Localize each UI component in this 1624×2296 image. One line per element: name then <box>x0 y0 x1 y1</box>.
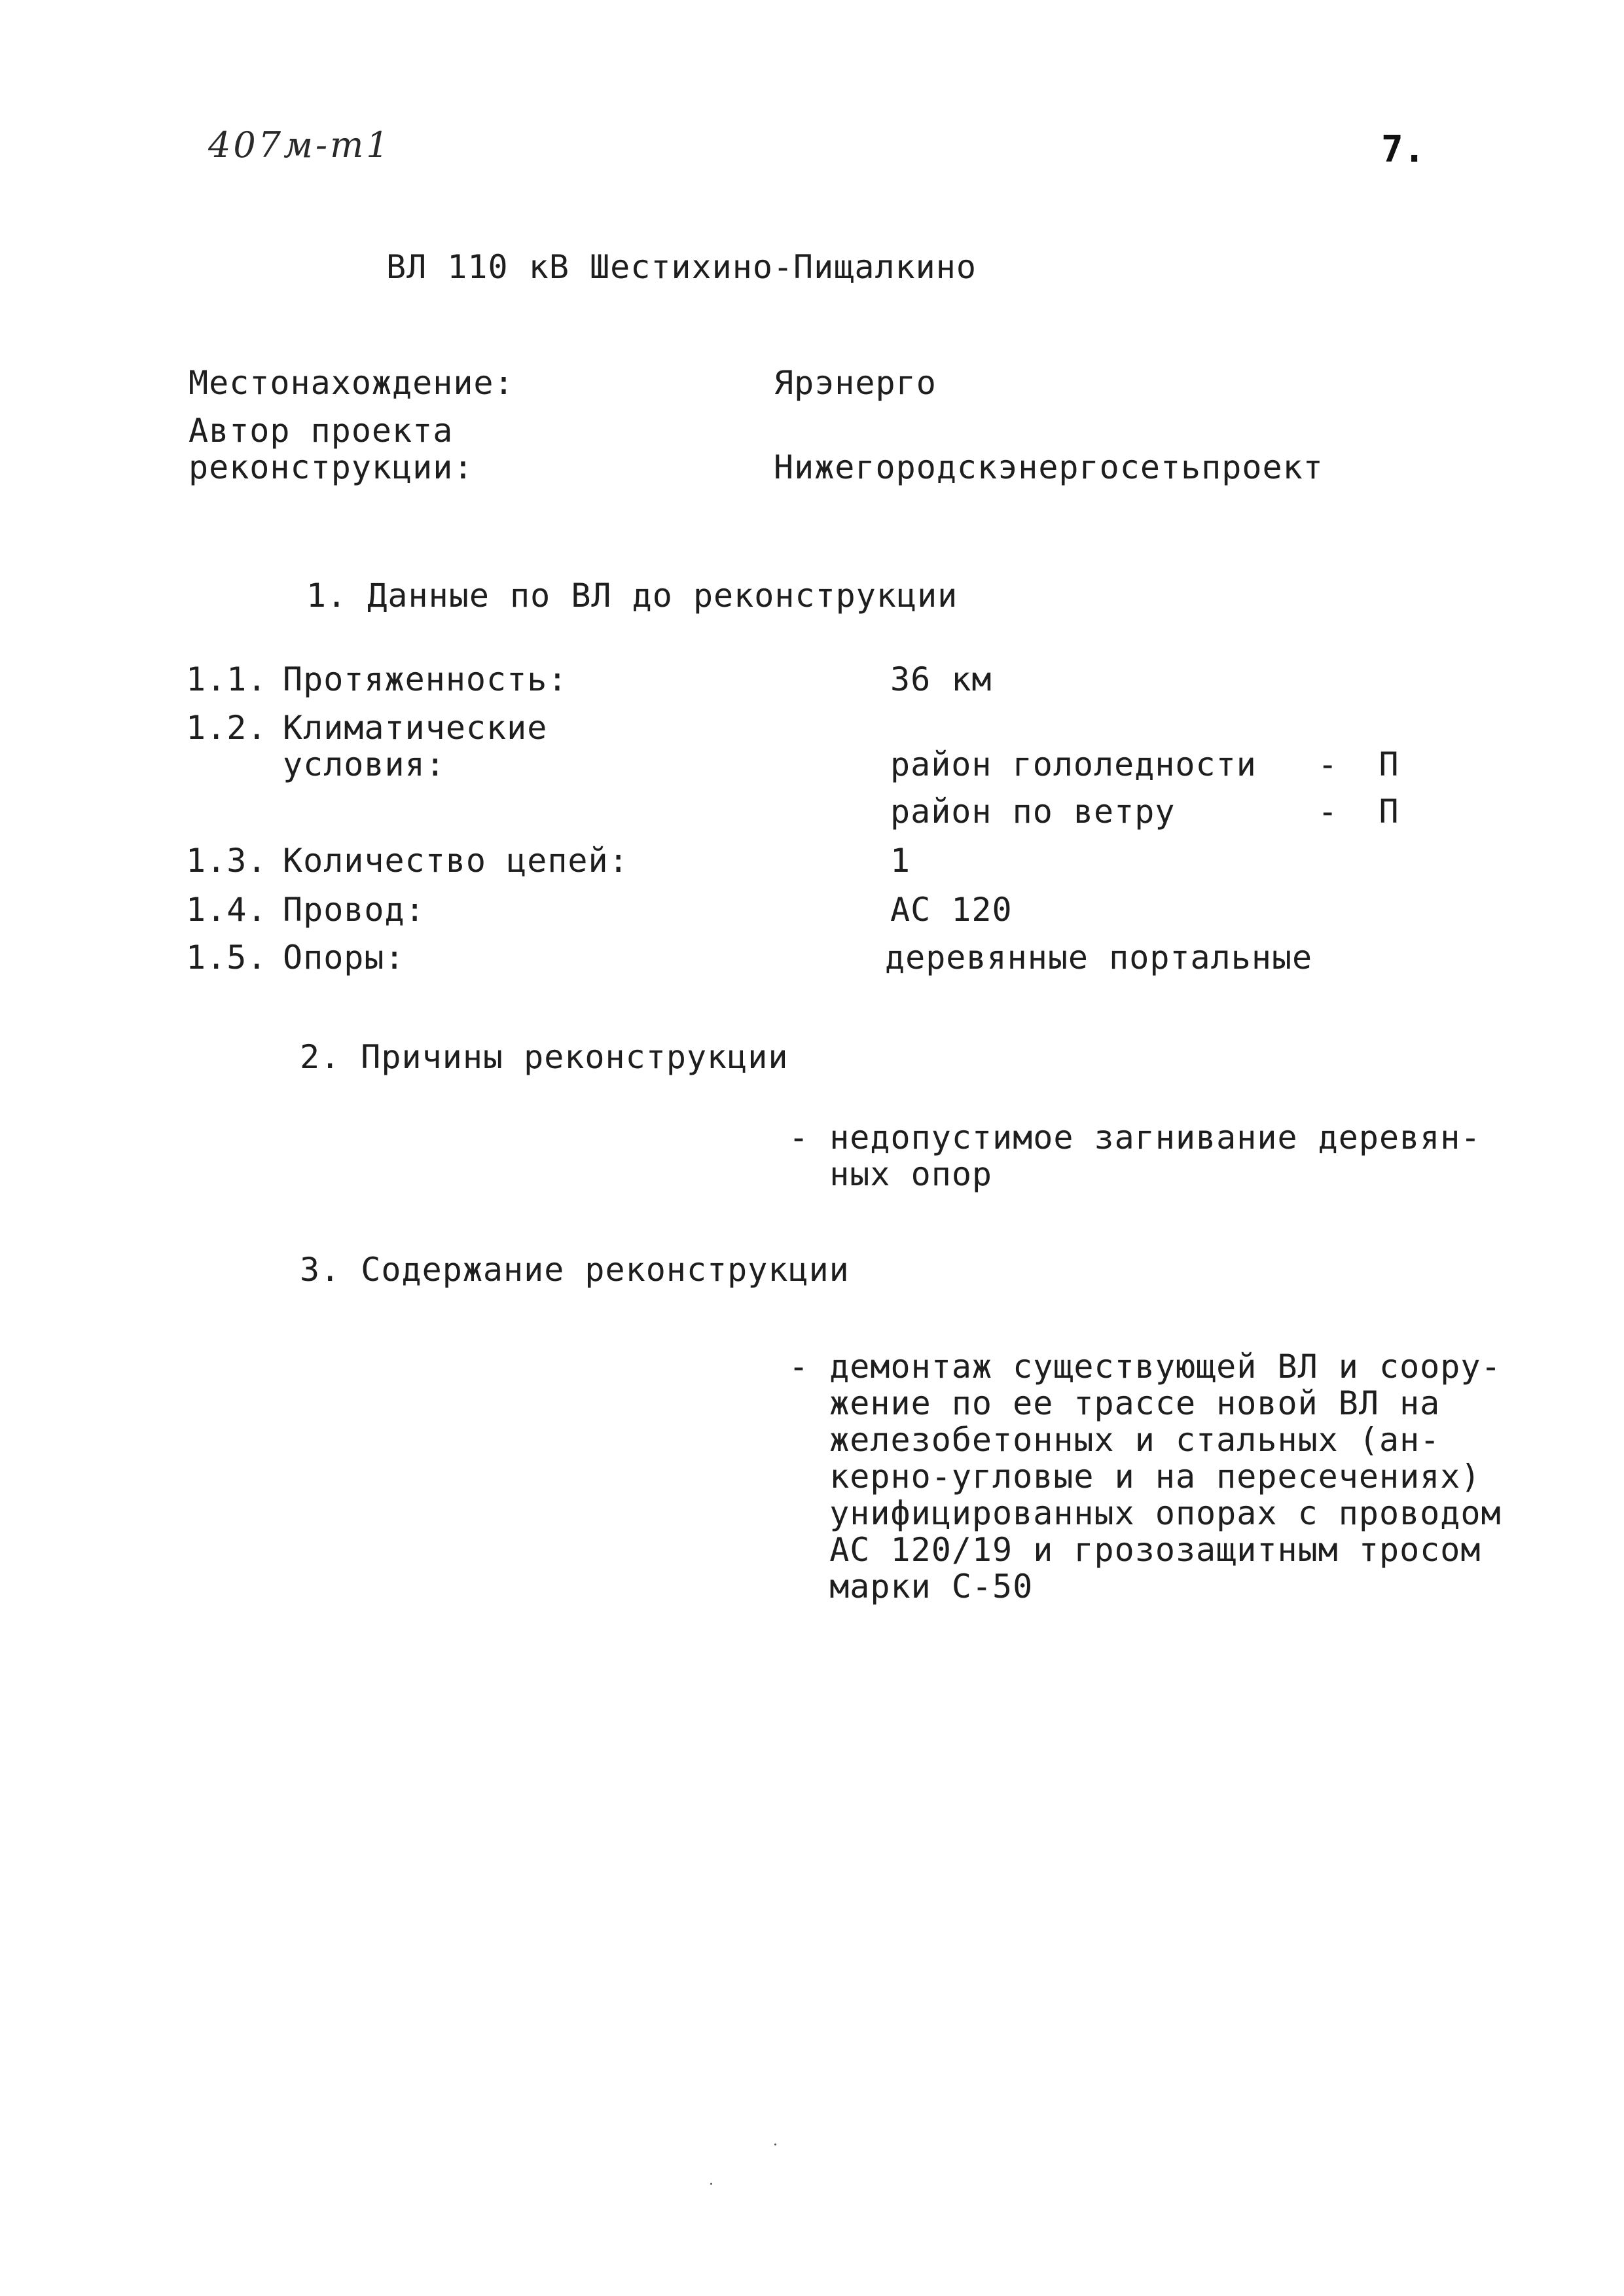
author-label-line1: Автор проекта <box>189 412 454 450</box>
section3-text <box>789 1348 1502 1605</box>
section3-line: жение по ее трассе новой ВЛ на <box>789 1384 1441 1422</box>
item-1-5-number: 1.5. <box>186 939 268 977</box>
item-1-1-label: Протяженность: <box>283 660 568 698</box>
item-1-3-value: 1 <box>890 842 911 880</box>
item-1-2-label-line1: Климатические <box>283 709 548 747</box>
section3-heading: 3. Содержание реконструкции <box>300 1251 850 1289</box>
item-1-4-value: АС 120 <box>890 891 1013 929</box>
handwritten-code: 407м-т1 <box>208 124 391 166</box>
item-1-3-number: 1.3. <box>186 842 268 880</box>
section2-line: ных опор <box>789 1155 993 1193</box>
location-value: Ярэнерго <box>774 364 937 402</box>
section1-heading: 1. Данные по ВЛ до реконструкции <box>306 577 958 615</box>
section2-line: - недопустимое загнивание деревян- <box>789 1119 1481 1157</box>
item-1-2-label-line2: условия: <box>283 745 446 783</box>
item-1-2-value-line1: район гололедности - П <box>890 745 1399 783</box>
section3-line: марки С-50 <box>789 1568 1034 1605</box>
location-label: Местонахождение: <box>189 364 514 402</box>
scan-speck <box>774 2144 776 2145</box>
item-1-1-value: 36 км <box>890 660 992 698</box>
section2-heading: 2. Причины реконструкции <box>300 1038 789 1076</box>
item-1-2-number: 1.2. <box>186 709 268 747</box>
item-1-3-label: Количество цепей: <box>283 842 629 880</box>
document-title: ВЛ 110 кВ Шестихино-Пищалкино <box>386 248 977 286</box>
item-1-5-value: деревянные портальные <box>885 939 1313 977</box>
section2-text <box>789 1119 1481 1193</box>
section3-line: АС 120/19 и грозозащитным тросом <box>789 1531 1481 1569</box>
scan-speck <box>710 2183 712 2185</box>
section3-line: унифицированных опорах с проводом <box>789 1494 1502 1532</box>
item-1-4-label: Провод: <box>283 891 425 929</box>
item-1-4-number: 1.4. <box>186 891 268 929</box>
item-1-5-label: Опоры: <box>283 939 405 977</box>
section3-line: - демонтаж существующей ВЛ и соору- <box>789 1348 1502 1386</box>
section3-line: железобетонных и стальных (ан- <box>789 1421 1441 1459</box>
author-value: Нижегородскэнергосетьпроект <box>774 448 1324 486</box>
author-label-line2: реконструкции: <box>189 448 474 486</box>
item-1-1-number: 1.1. <box>186 660 268 698</box>
page-number: 7. <box>1381 128 1426 171</box>
section3-line: керно-угловые и на пересечениях) <box>789 1458 1481 1496</box>
item-1-2-value-line2: район по ветру - П <box>890 793 1399 831</box>
